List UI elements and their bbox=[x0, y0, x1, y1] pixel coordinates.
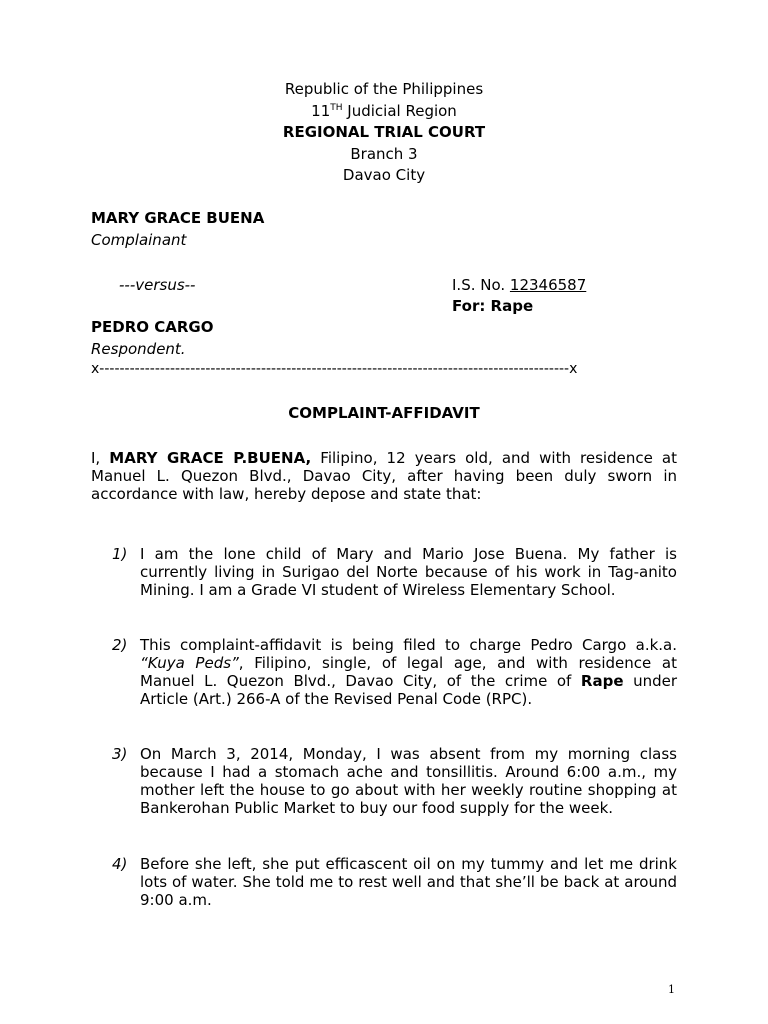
header-branch: Branch 3 bbox=[350, 144, 418, 163]
item-text: I am the lone child of Mary and Mario Jose Buena. My father is currently living in Surigao del Norte because of his work in Tag-anito Mining. I am a Grade VI student of Wireless Elementary School. bbox=[140, 545, 677, 599]
list-item bbox=[112, 745, 677, 817]
intro-paragraph: I, MARY GRACE P.BUENA, Filipino, 12 years old, and with residence at Manuel L. Quezon Blvd., Davao City, after having been duly sworn in accordance with law, hereby depose and state that: bbox=[91, 449, 677, 503]
alias-text: “Kuya Peds” bbox=[140, 654, 239, 672]
header-city: Davao City bbox=[342, 166, 426, 184]
affiant-name: MARY GRACE P.BUENA, bbox=[109, 449, 312, 467]
document-title: COMPLAINT-AFFIDAVIT bbox=[288, 404, 480, 422]
crime-text: Rape bbox=[580, 672, 624, 690]
case-number: I.S. No. 12346587 bbox=[452, 276, 587, 294]
list-item bbox=[112, 545, 677, 599]
item-number: 1) bbox=[112, 545, 128, 563]
respondent-role: Respondent. bbox=[91, 340, 186, 358]
item-text: This complaint-affidavit is being filed to charge Pedro Cargo a.k.a. “Kuya Peds”, Filipino, single, of legal age, and with residence at Manuel L. Quezon Blvd., Davao City, of the crime of Rape under Article (Art.) 266-A of the Revised Penal Code (RPC). bbox=[140, 636, 677, 708]
respondent-name: PEDRO CARGO bbox=[91, 318, 214, 336]
page-number: 1 bbox=[668, 983, 675, 996]
list-item bbox=[112, 855, 677, 909]
item-number: 3) bbox=[112, 745, 128, 763]
header-judicial-region: 11TH Judicial Region bbox=[311, 101, 457, 120]
header-court-name: REGIONAL TRIAL COURT bbox=[282, 123, 486, 141]
item-number: 4) bbox=[112, 855, 128, 873]
item-text: Before she left, she put efficascent oil on my tummy and let me drink lots of water. She told me to rest well and that she’ll be back at around 9:00 a.m. bbox=[140, 855, 677, 909]
versus-label: ---versus-- bbox=[119, 276, 196, 294]
item-text: On March 3, 2014, Monday, I was absent from my morning class because I had a stomach ache and tonsillitis. Around 6:00 a.m., my mother left the house to go about with her weekly routine shopping at Bankerohan Public Market to buy our food supply for the week. bbox=[140, 745, 677, 817]
header-republic: Republic of the Philippines bbox=[284, 80, 484, 98]
complainant-name: MARY GRACE BUENA bbox=[91, 209, 265, 227]
list-item bbox=[112, 636, 677, 708]
court-header bbox=[0, 79, 768, 187]
case-number-value: 12346587 bbox=[509, 276, 587, 294]
complainant-role: Complainant bbox=[91, 231, 187, 249]
charge-label: For: Rape bbox=[452, 297, 534, 315]
caption-separator: x---------------------------------------------------------------------------------------------x bbox=[91, 361, 578, 377]
item-number: 2) bbox=[112, 636, 128, 654]
